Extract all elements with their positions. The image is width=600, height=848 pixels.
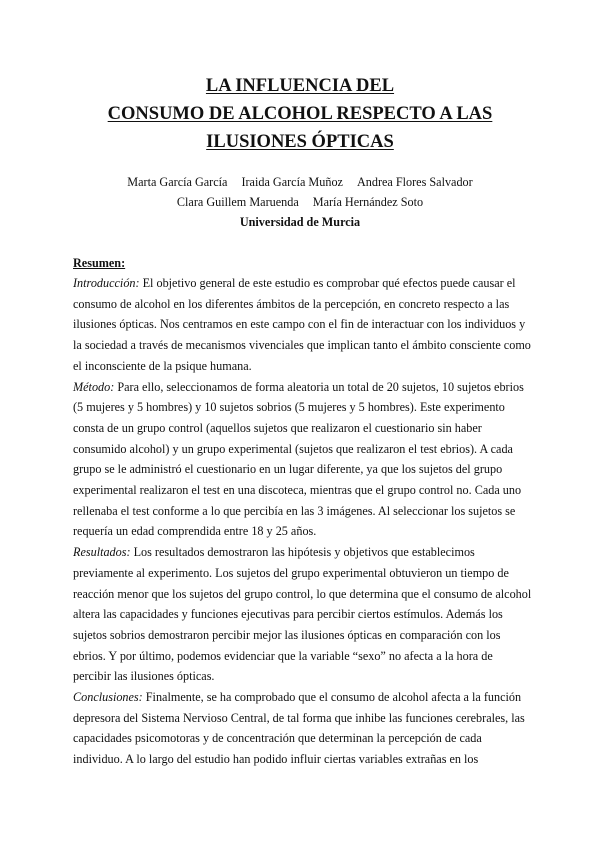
abstract-section-introduccion bbox=[73, 273, 533, 377]
text-line: altera las capacidades y funciones ejecutivas para percibir ciertos estímulos. Además los bbox=[73, 607, 503, 622]
section-label: Conclusiones: bbox=[73, 690, 143, 705]
author-name: María Hernández Soto bbox=[312, 195, 424, 209]
abstract-section-conclusiones bbox=[73, 687, 533, 770]
text-line: experimental realizaron el test en una discoteca, mientras que el grupo control no. Cada uno bbox=[73, 483, 522, 498]
text-run: El objetivo general de este estudio es comprobar qué efectos puede causar el bbox=[139, 276, 516, 290]
author-name: Iraida García Muñoz bbox=[241, 175, 343, 189]
text-line: consumo de alcohol en los diferentes ámbitos de la percepción, en concreto respecto a las bbox=[73, 296, 510, 311]
section-label: Resultados: bbox=[73, 545, 131, 560]
authors bbox=[0, 172, 600, 232]
section-label: Método: bbox=[73, 379, 115, 394]
authors-row-2 bbox=[0, 192, 600, 212]
text-line bbox=[73, 687, 533, 708]
abstract-heading: Resumen: bbox=[73, 256, 126, 270]
section-label: Introducción: bbox=[73, 276, 140, 290]
abstract-section-resultados bbox=[73, 542, 533, 687]
paper-title bbox=[0, 72, 600, 156]
abstract-section-metodo bbox=[73, 377, 533, 543]
text-line: ebrios. Y por último, podemos evidenciar que la variable “sexo” no afecta a la hora de bbox=[73, 648, 493, 663]
text-run: Para ello, seleccionamos de forma aleatoria un total de 20 sujetos, 10 sujetos ebrios bbox=[114, 379, 524, 394]
text-line: reacción menor que los sujetos del grupo control, lo que determina que el consumo de alcohol bbox=[73, 586, 532, 601]
text-line: (5 mujeres y 5 hombres) y 10 sujetos sobrios (5 mujeres y 5 hombres). Este experimento bbox=[73, 400, 505, 415]
text-line: rellenaba el test conforme a lo que percibía en las 3 imágenes. Al seleccionar los sujetos se bbox=[73, 503, 516, 518]
title-line-3: ILUSIONES ÓPTICAS bbox=[206, 132, 394, 152]
text-line: percibir las ilusiones ópticas. bbox=[73, 669, 215, 684]
author-name: Andrea Flores Salvador bbox=[356, 175, 473, 189]
affiliation: Universidad de Murcia bbox=[239, 215, 361, 229]
text-line: requería un edad comprendida entre 18 y 25 años. bbox=[73, 524, 317, 539]
text-line: capacidades psicomotoras y de concentración que determinan la percepción de cada bbox=[73, 731, 482, 746]
text-line: depresora del Sistema Nervioso Central, de tal forma que inhibe las funciones cerebrales, las bbox=[73, 710, 525, 725]
text-line: grupo se le administró el cuestionario en un lugar diferente, ya que los sujetos del grupo bbox=[73, 462, 503, 477]
text-line: sujetos sobrios demostraron percibir mejor las ilusiones ópticas en comparación con los bbox=[73, 627, 501, 642]
title-line-1: LA INFLUENCIA DEL bbox=[205, 76, 395, 96]
text-line bbox=[73, 273, 533, 294]
text-line: la sociedad a través de mecanismos vivenciales que implican tanto el ámbito consciente como bbox=[73, 338, 531, 353]
text-line: el inconsciente de la psique humana. bbox=[73, 358, 252, 373]
text-run: Finalmente, se ha comprobado que el consumo de alcohol afecta a la función bbox=[142, 690, 522, 705]
author-name: Clara Guillem Maruenda bbox=[176, 195, 299, 209]
text-line bbox=[73, 377, 533, 398]
title-line-2: CONSUMO DE ALCOHOL RESPECTO A LAS bbox=[107, 104, 493, 124]
text-line: individuo. A lo largo del estudio han podido influir ciertas variables extrañas en los bbox=[73, 752, 479, 767]
text-line: consta de un grupo control (aquellos sujetos que realizaron el cuestionario sin haber bbox=[73, 420, 482, 435]
text-run: Los resultados demostraron las hipótesis y objetivos que establecimos bbox=[130, 545, 475, 560]
text-line bbox=[73, 542, 533, 563]
authors-row-1 bbox=[0, 172, 600, 192]
abstract bbox=[73, 253, 533, 770]
author-name: Marta García García bbox=[127, 175, 228, 189]
text-line: previamente al experimento. Los sujetos del grupo experimental obtuvieron un tiempo de bbox=[73, 565, 509, 580]
text-line: consumido alcohol) y un grupo experimental (sujetos que realizaron el test ebrios). A cada bbox=[73, 441, 513, 456]
text-line: ilusiones ópticas. Nos centramos en este campo con el fin de interactuar con los individuos y bbox=[73, 317, 526, 332]
